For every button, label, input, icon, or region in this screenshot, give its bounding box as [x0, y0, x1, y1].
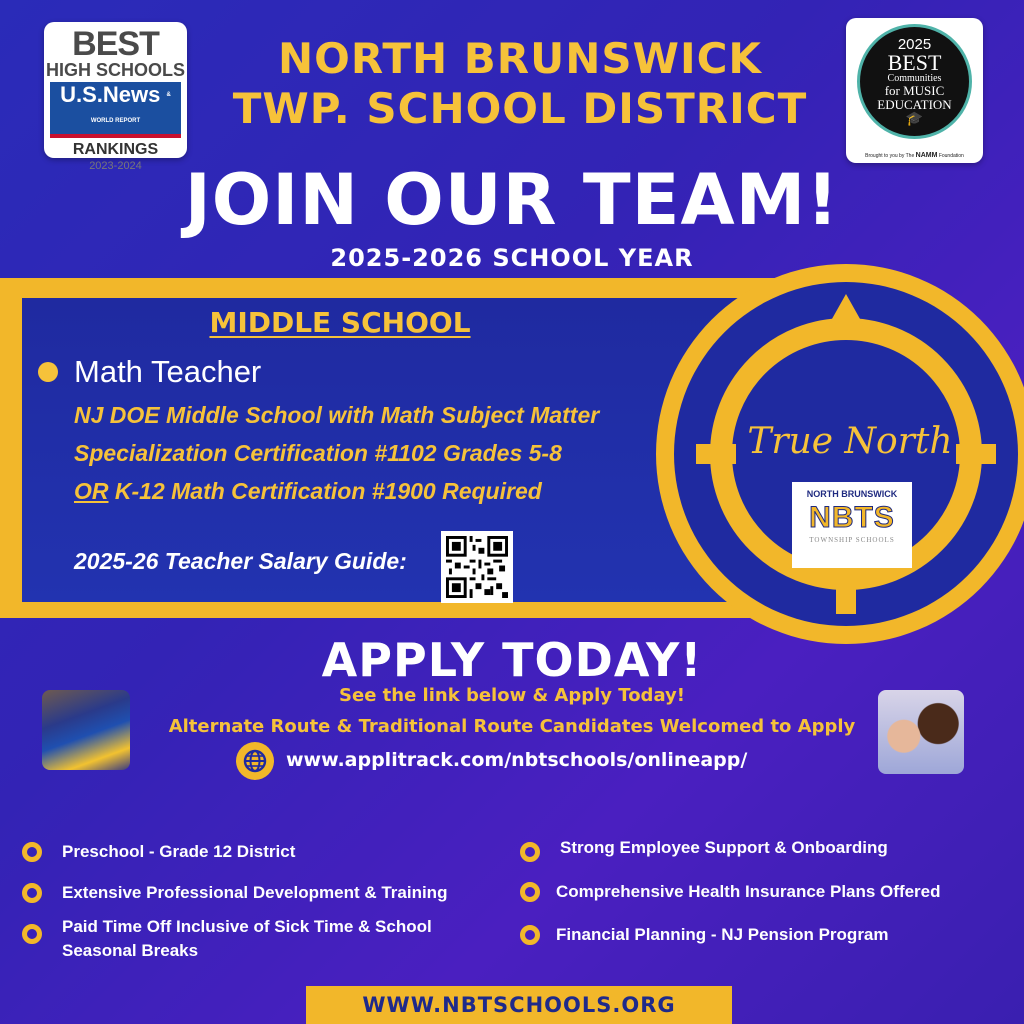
- req-line-2: Specialization Certification #1102 Grades 5-8: [74, 440, 562, 466]
- qr-code[interactable]: [441, 531, 513, 603]
- graduation-cap-icon: 🎓: [905, 111, 924, 127]
- apply-today-heading: APPLY TODAY!: [321, 633, 703, 687]
- ring-bullet-icon: [520, 882, 540, 902]
- nbts-logo: [792, 482, 912, 568]
- usnews-brand: U.S.News $^{\& WORLD REPORT}$: [50, 82, 181, 138]
- certification-requirements: [74, 396, 694, 510]
- salary-guide-label: 2025-26 Teacher Salary Guide:: [74, 548, 407, 574]
- req-line-3: OR K-12 Math Certification #1900 Required: [74, 478, 542, 504]
- students-photo: [878, 690, 964, 774]
- benefit-item: Paid Time Off Inclusive of Sick Time & School Seasonal Breaks: [62, 917, 432, 960]
- globe-icon: [236, 742, 274, 780]
- benefit-item: Strong Employee Support & Onboarding: [560, 838, 888, 857]
- ring-bullet-icon: [22, 883, 42, 903]
- namm-communities: Communities: [887, 73, 942, 84]
- ring-bullet-icon: [22, 842, 42, 862]
- namm-seal: [857, 24, 972, 139]
- benefit-item: Comprehensive Health Insurance Plans Offered: [556, 882, 941, 901]
- district-name-line2: TWP. SCHOOL DISTRICT: [232, 84, 808, 133]
- see-link-text: See the link below & Apply Today!: [339, 685, 685, 706]
- namm-badge: [846, 18, 983, 163]
- nbts-letters: NBTS: [809, 501, 895, 534]
- usnews-rankings: RANKINGS: [72, 141, 159, 158]
- namm-best: BEST: [887, 50, 942, 75]
- nbts-top: NORTH BRUNSWICK: [806, 489, 898, 499]
- school-year: 2025-2026 SCHOOL YEAR: [330, 244, 694, 272]
- namm-year: 2025: [897, 36, 932, 53]
- benefit-item: Extensive Professional Development & Training: [62, 883, 448, 902]
- qr-code-icon: [446, 536, 508, 598]
- benefit-item: Financial Planning - NJ Pension Program: [556, 925, 889, 944]
- website-footer[interactable]: WWW.NBTSCHOOLS.ORG: [306, 986, 732, 1024]
- ring-bullet-icon: [520, 925, 540, 945]
- nbts-sub: TOWNSHIP SCHOOLS: [809, 536, 895, 544]
- namm-for-music: for MUSIC: [884, 83, 945, 98]
- namm-footer: Brought to you by The NAMM Foundation: [865, 152, 964, 159]
- ring-bullet-icon: [22, 924, 42, 944]
- benefit-item: Preschool - Grade 12 District: [62, 842, 296, 861]
- position-title: Math Teacher: [74, 354, 262, 389]
- join-our-team-heading: JOIN OUR TEAM!: [184, 159, 840, 241]
- graduation-photo: [42, 690, 130, 770]
- req-line-1: NJ DOE Middle School with Math Subject Matter: [74, 402, 600, 428]
- ring-bullet-icon: [520, 842, 540, 862]
- application-link[interactable]: www.applitrack.com/nbtschools/onlineapp/: [286, 749, 748, 771]
- district-name-line1: NORTH BRUNSWICK: [278, 34, 762, 83]
- usnews-badge: [44, 22, 187, 172]
- namm-education: EDUCATION: [877, 97, 952, 112]
- req-or: OR: [74, 478, 109, 504]
- usnews-high-schools: HIGH SCHOOLS: [45, 60, 185, 80]
- bullet-icon: [38, 362, 58, 382]
- routes-text: Alternate Route & Traditional Route Candidates Welcomed to Apply: [168, 716, 856, 737]
- true-north-text: True North: [747, 421, 953, 462]
- usnews-years: 2023-2024: [89, 160, 142, 172]
- usnews-best: BEST: [72, 25, 159, 63]
- section-heading: MIDDLE SCHOOL: [209, 306, 471, 339]
